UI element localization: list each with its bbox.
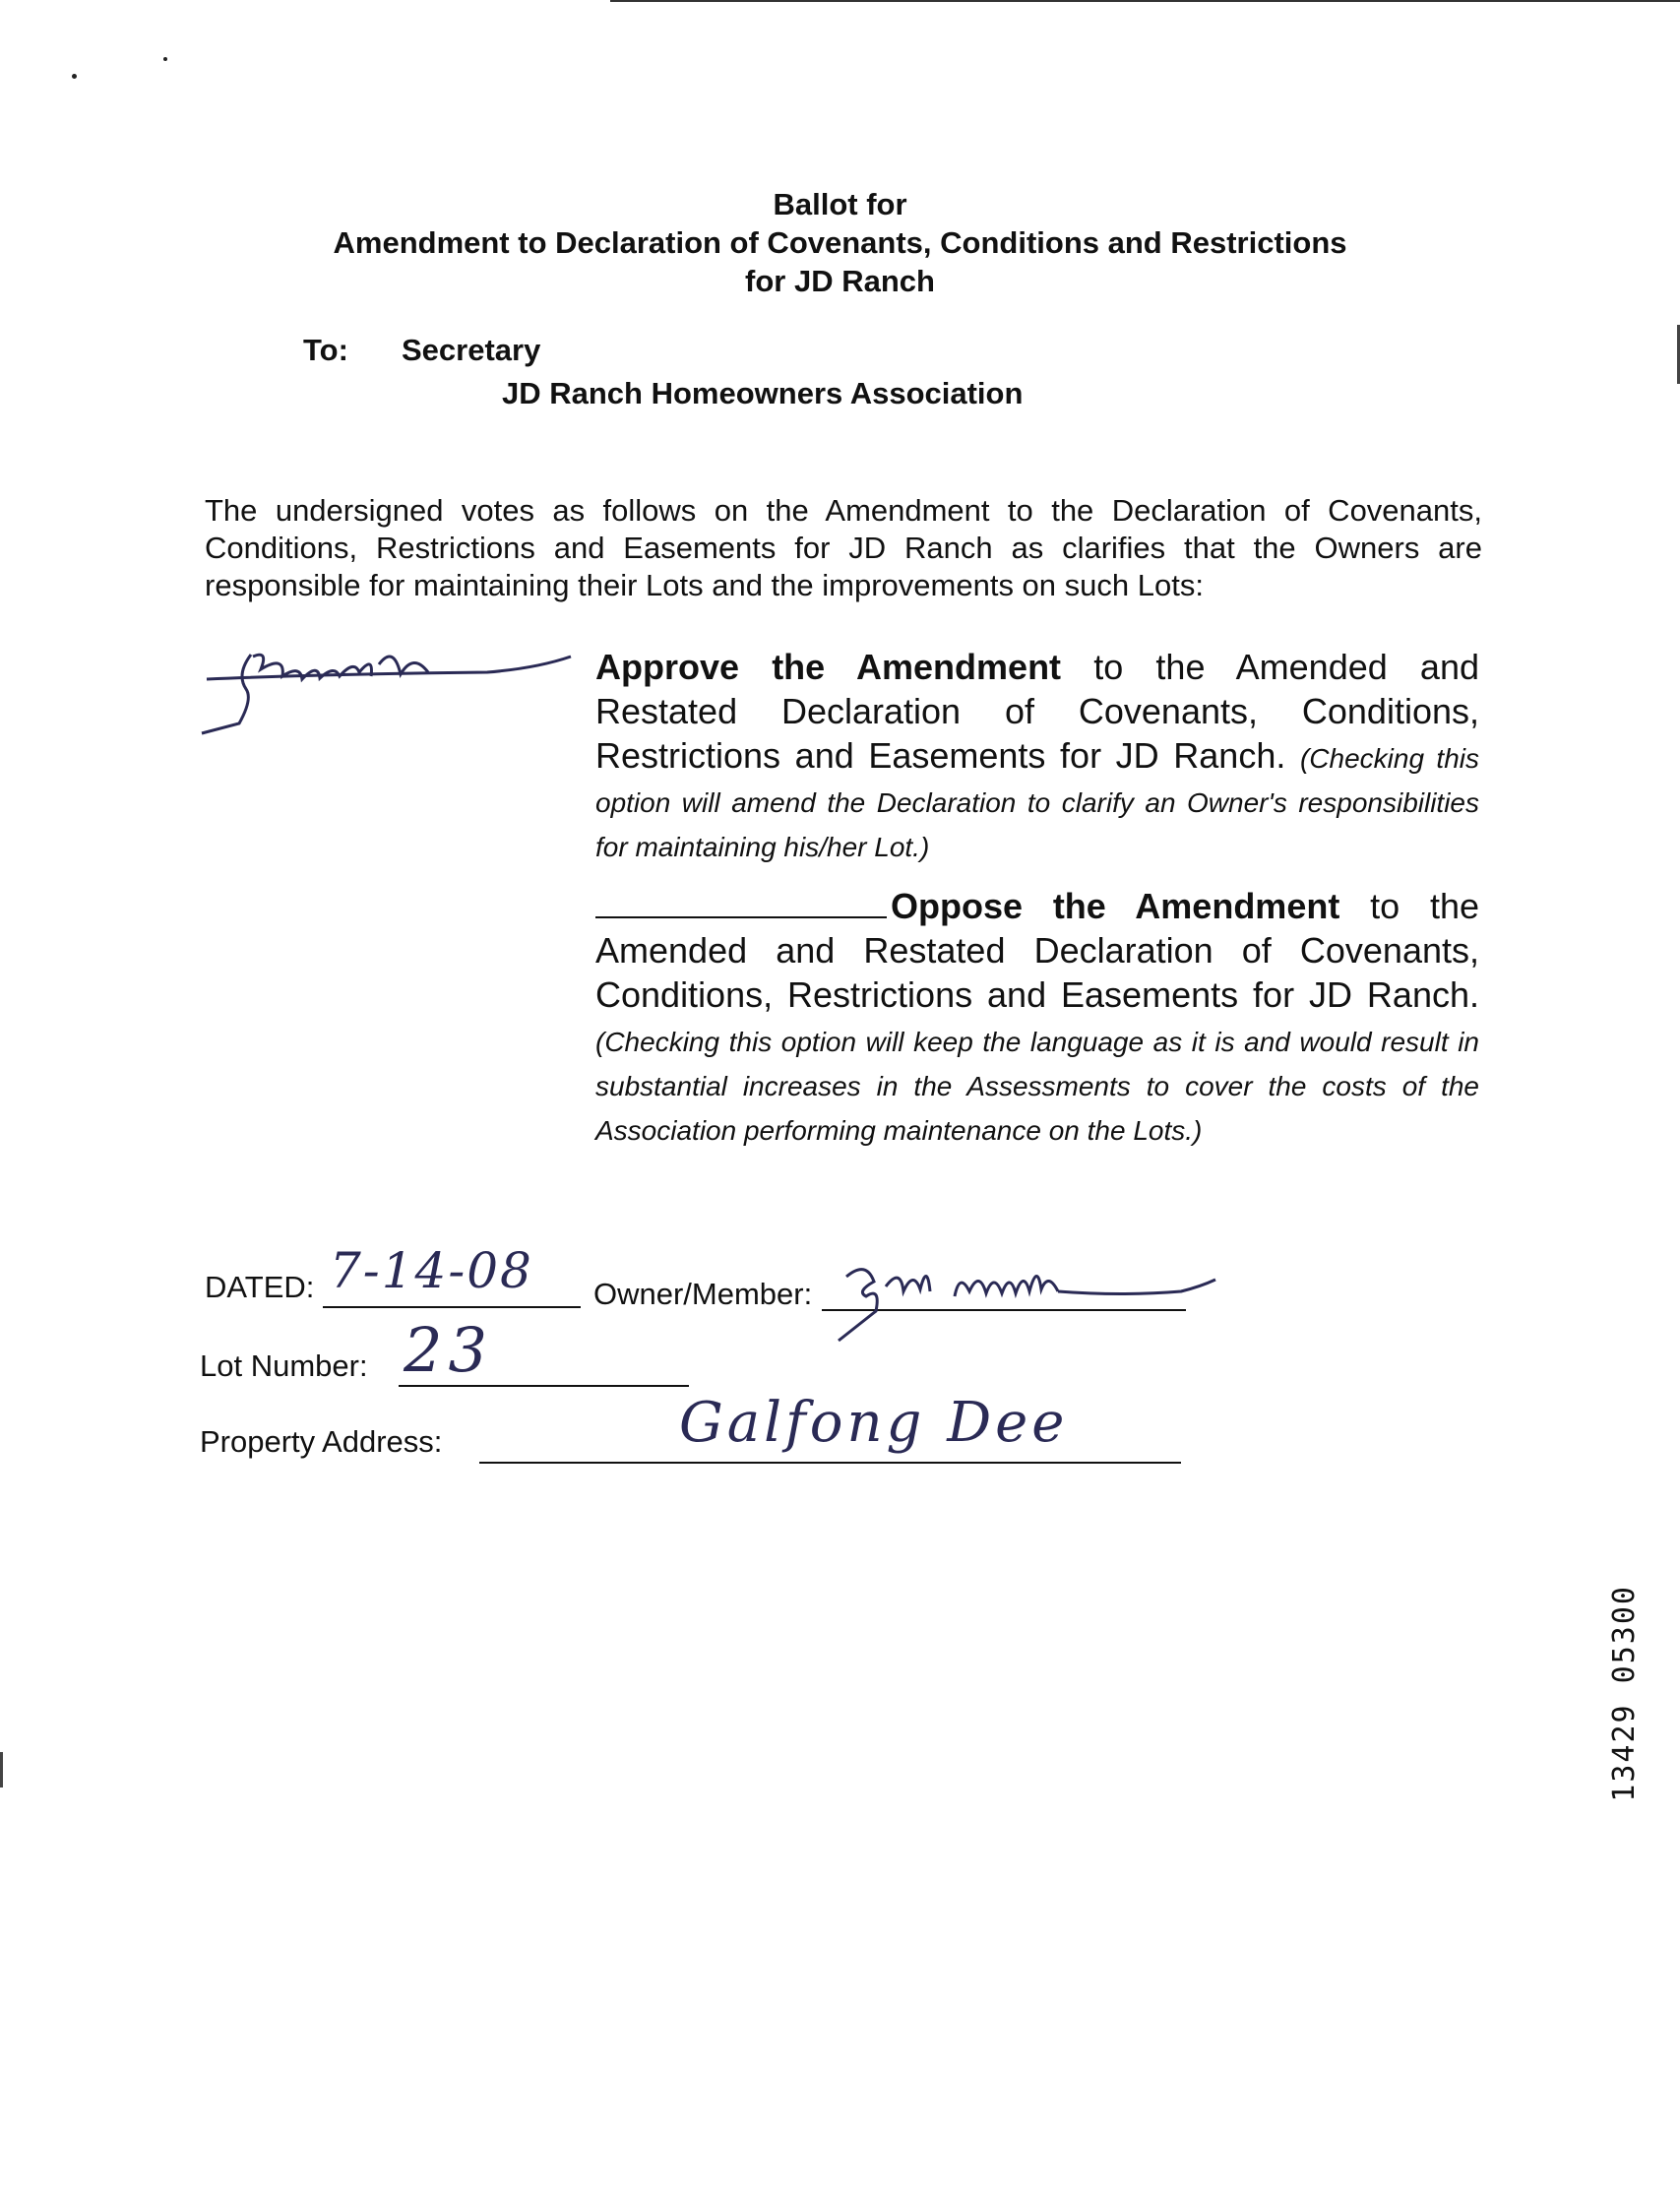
approve-note: (Checking this option will amend the Declaration to clarify an Owner's responsibilities for maintaining his/her Lot.)	[595, 743, 1480, 862]
property-address-value[interactable]: Galfong Dee	[679, 1391, 1069, 1455]
oppose-checkbox-line[interactable]	[595, 887, 887, 918]
dated-label: DATED:	[205, 1270, 315, 1304]
scan-edge-mark	[0, 1752, 3, 1787]
oppose-note: (Checking this option will keep the language as it is and would result in substantial increases in the Assessments to cover the costs of the Association performing maintenance on the Lots.)	[595, 1027, 1479, 1146]
approve-heading: Approve the Amendment	[595, 647, 1062, 687]
addressee-organization: JD Ranch Homeowners Association	[502, 376, 1024, 410]
approve-text: to the Amended and Restated Declaration of Covenants, Conditions, Restrictions and Easements for JD Ranch.	[595, 647, 1480, 776]
scan-top-edge	[610, 0, 1680, 2]
property-address-line	[479, 1462, 1181, 1464]
scan-speck	[72, 74, 77, 79]
ballot-subtitle: Amendment to Declaration of Covenants, Conditions and Restrictions	[333, 225, 1347, 260]
lot-number-label: Lot Number:	[200, 1348, 368, 1383]
lot-number-value[interactable]: 23	[404, 1314, 493, 1386]
oppose-option	[595, 884, 1479, 1150]
approve-signature	[192, 635, 576, 738]
dated-line	[323, 1306, 581, 1308]
addressee-title: Secretary	[402, 333, 541, 367]
owner-signature[interactable]	[827, 1242, 1220, 1346]
scan-speck	[163, 57, 167, 61]
to-label: To:	[303, 333, 348, 367]
oppose-heading: Oppose the Amendment	[891, 886, 1340, 926]
owner-member-label: Owner/Member:	[593, 1277, 813, 1311]
ballot-title: Ballot for	[773, 187, 907, 221]
property-address-label: Property Address:	[200, 1424, 443, 1459]
dated-value[interactable]: 7-14-08	[330, 1242, 533, 1299]
document-id-stamp: 13429 05300	[1607, 1585, 1642, 1802]
intro-paragraph: The undersigned votes as follows on the Amendment to the Declaration of Covenants, Conditions, Restrictions and Easements for JD Ranch as clarifies that the Owners are responsible for maintaining their Lots and the improvements on such Lots:	[205, 493, 1482, 602]
approve-option	[595, 645, 1479, 866]
oppose-text: to the Amended and Restated Declaration of Covenants, Conditions, Restrictions and Easements for JD Ranch.	[595, 886, 1479, 1015]
ballot-subtitle-2: for JD Ranch	[745, 264, 935, 298]
